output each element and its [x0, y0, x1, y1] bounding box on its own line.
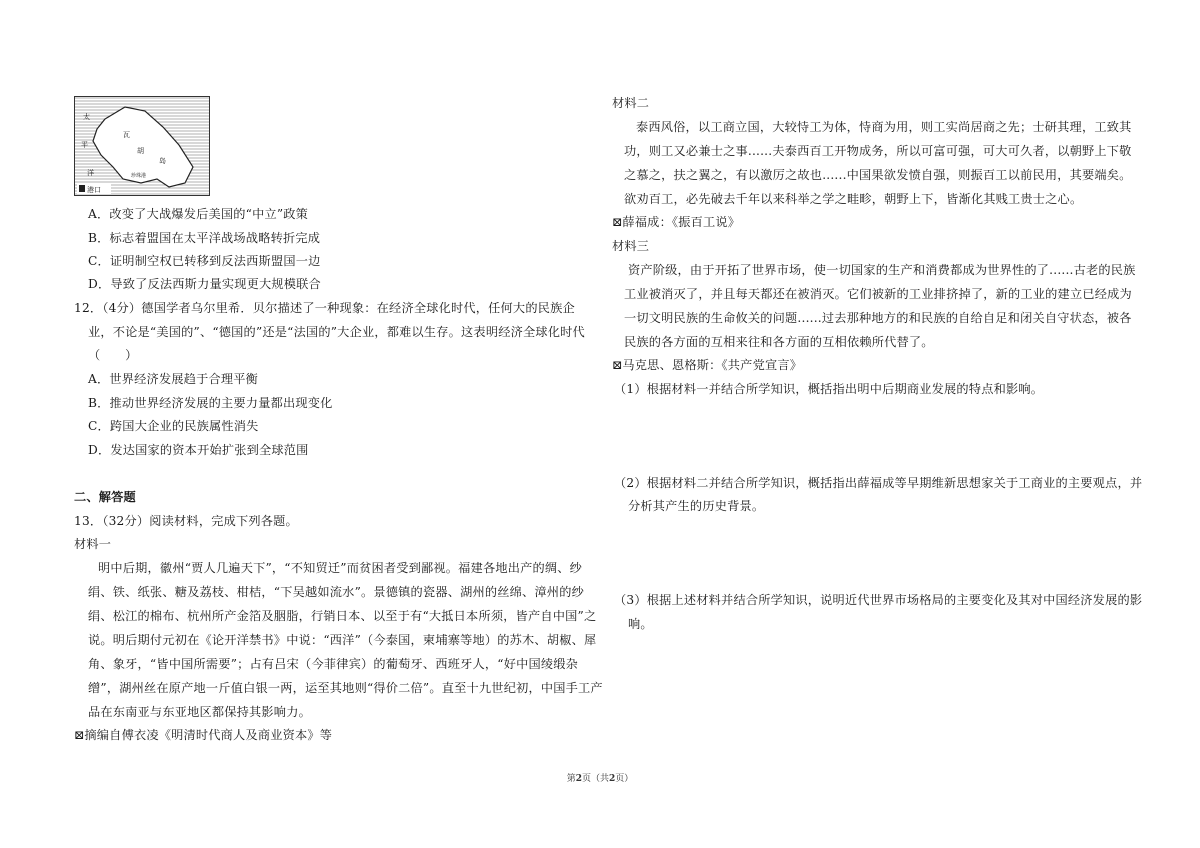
material2-line-4: 欲劝百工，必先破去千年以来科举之学之畦畛，朝野上下，皆渐化其贱工贵士之心。: [624, 192, 1083, 206]
q12-option-a: A．世界经济发展趋于合理平衡: [88, 372, 259, 386]
material2-line-2: 功，则工又必兼士之事......夫泰西百工开物成务，所以可富可强，可大可久者，以朝野上下敬: [624, 144, 1132, 158]
material1-line-5: 角、象牙，“皆中国所需要”；占有吕宋（今菲律宾）的葡萄牙、西班牙人，“好中国绫缎杂: [88, 657, 579, 671]
map-drawing: [75, 97, 209, 195]
footer-page-number: 2: [575, 774, 582, 784]
port-legend-icon: [79, 185, 85, 192]
q13-intro: 13．（32分）阅读材料，完成下列各题。: [74, 514, 298, 528]
footer-prefix: 第: [566, 774, 576, 784]
material1-line-1: 明中后期，徽州“贾人几遍天下”，“不知贸迁”而贫困者受到鄙视。福建各地出产的绸、纱: [98, 561, 583, 575]
material1-title: 材料一: [74, 537, 112, 551]
material3-line-3: 一切文明民族的生命攸关的问题......过去那种地方的和民族的自给自足和闭关自守状态，被各: [624, 311, 1132, 325]
map-label-tai: 太: [83, 113, 90, 121]
material3-source: ⊠马克思、恩格斯：《共产党宣言》: [612, 358, 803, 372]
material2-line-3: 之慕之，扶之翼之，有以激厉之故也......中国果欲发愤自强，则振百工以前民用，其要端矣。: [624, 168, 1132, 182]
sub-question-3-line-2: 响。: [628, 617, 653, 631]
material3-line-1: 资产阶级，由于开拓了世界市场，使一切国家的生产和消费都成为世界性的了......古老的民族: [628, 263, 1136, 277]
material1-line-6: 缯”，湖州丝在原产地一斤值白银一两，运至其地则“得价二倍”。直至十九世纪初，中国手工产: [88, 681, 603, 695]
footer-total-pages: 2: [609, 774, 616, 784]
section-title: 二、解答题: [74, 490, 136, 504]
q12-answer-bracket: （ ）: [88, 348, 138, 362]
map-label-hu: 胡: [137, 147, 144, 155]
map-label-pearl-harbor: 珍珠港: [131, 173, 147, 179]
q11-option-b: B．标志着盟国在太平洋战场战略转折完成: [88, 231, 321, 245]
q11-option-a: A．改变了大战爆发后美国的“中立”政策: [88, 207, 309, 221]
footer-suffix: 页）: [615, 774, 634, 784]
sub-question-2-line-1: （2）根据材料二并结合所学知识，概括指出薛福成等早期维新思想家关于工商业的主要观点，并: [614, 476, 1143, 490]
q12-stem-line-2: 业，不论是“美国的”、“德国的”还是“法国的”大企业，都难以生存。这表明经济全球化时代: [88, 325, 585, 339]
map-label-yang: 洋: [87, 169, 94, 177]
q12-option-d: D．发达国家的资本开始扩张到全球范围: [88, 443, 309, 457]
q11-option-c: C．证明制空权已转移到反法西斯盟国一边: [88, 254, 321, 268]
footer-mid: 页（共: [581, 774, 609, 784]
material1-line-2: 绢、铁、纸张、糖及荔枝、柑桔，“下吴越如流水”。景德镇的瓷器、湖州的丝绵、漳州的纱: [88, 585, 584, 599]
q11-option-d: D．导致了反法西斯力量实现更大规模联合: [88, 277, 321, 291]
material1-line-4: 说。明后期付元初在《论开洋禁书》中说：“西洋”（今泰国，柬埔寨等地）的苏木、胡椒、犀: [88, 633, 597, 647]
material2-line-1: 泰西风俗，以工商立国，大较恃工为体，恃商为用，则工实尚居商之先；士研其理，工致其: [636, 120, 1132, 134]
sub-question-2-line-2: 分析其产生的历史背景。: [628, 499, 765, 513]
map-label-dao: 岛: [159, 157, 166, 165]
hawaii-map-figure: [74, 96, 210, 196]
sub-question-1: （1）根据材料一并结合所学知识，概括指出明中后期商业发展的特点和影响。: [614, 382, 1044, 396]
material3-line-2: 工业被消灭了，并且每天都还在被消灭。它们被新的工业排挤掉了，新的工业的建立已经成为: [624, 287, 1132, 301]
material2-title: 材料二: [612, 96, 650, 110]
material1-line-3: 绢、松江的棉布、杭州所产金箔及胭脂，行销日本、以至于有“大抵日本所须，皆产自中国”之: [88, 609, 597, 623]
q12-stem-line-1: 12．（4分）德国学者乌尔里希．贝尔描述了一种现象：在经济全球化时代，任何大的民族企: [74, 301, 575, 315]
material1-line-7: 品在东南亚与东亚地区都保持其影响力。: [88, 705, 311, 719]
material2-source: ⊠薛福成：《振百工说》: [612, 215, 741, 229]
material1-source: ⊠摘编自傅衣凌《明清时代商人及商业资本》等: [74, 728, 333, 742]
q12-option-c: C．跨国大企业的民族属性消失: [88, 419, 259, 433]
sub-question-3-line-1: （3）根据上述材料并结合所学知识，说明近代世界市场格局的主要变化及其对中国经济发展的影: [614, 593, 1143, 607]
material3-line-4: 民族的各方面的互相来往和各方面的互相依赖所代替了。: [624, 335, 934, 349]
page-footer: [0, 774, 1200, 785]
map-legend-label: 港口: [87, 186, 101, 194]
map-label-wa: 瓦: [123, 131, 130, 139]
q12-option-b: B．推动世界经济发展的主要力量都出现变化: [88, 396, 333, 410]
material3-title: 材料三: [612, 239, 650, 253]
map-label-ping: 平: [81, 141, 88, 149]
